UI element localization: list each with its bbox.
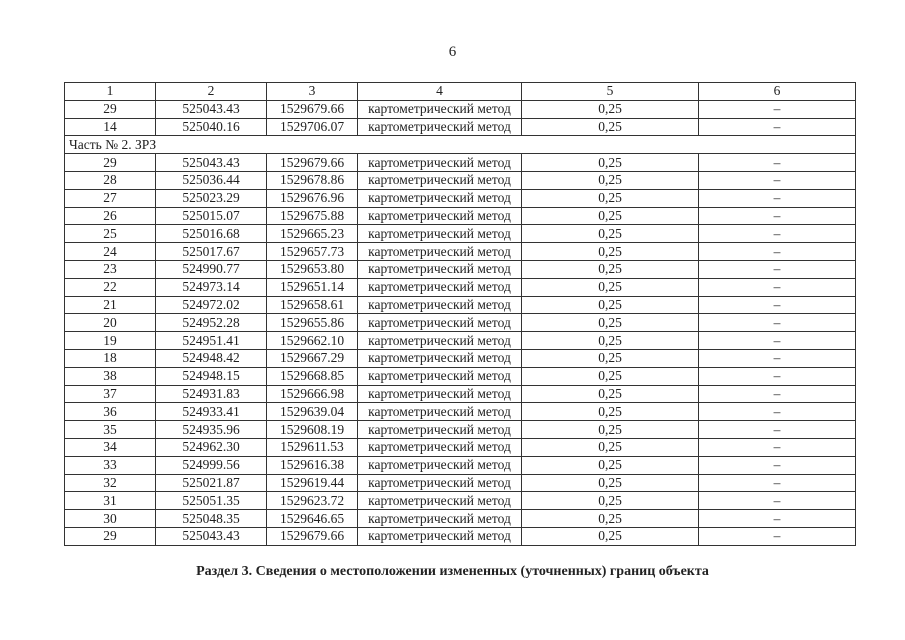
accuracy-cell: 0,25: [522, 118, 699, 136]
description-cell: –: [699, 154, 856, 172]
y-coordinate-cell: 1529678.86: [267, 171, 358, 189]
description-cell: –: [699, 296, 856, 314]
y-coordinate-cell: 1529668.85: [267, 367, 358, 385]
y-coordinate-cell: 1529623.72: [267, 492, 358, 510]
accuracy-cell: 0,25: [522, 225, 699, 243]
description-cell: –: [699, 385, 856, 403]
y-coordinate-cell: 1529667.29: [267, 349, 358, 367]
accuracy-cell: 0,25: [522, 314, 699, 332]
accuracy-cell: 0,25: [522, 456, 699, 474]
accuracy-cell: 0,25: [522, 385, 699, 403]
y-coordinate-cell: 1529657.73: [267, 243, 358, 261]
coordinates-table-body: [65, 83, 856, 546]
y-coordinate-cell: 1529639.04: [267, 403, 358, 421]
point-number-cell: 18: [65, 349, 156, 367]
y-coordinate-cell: 1529676.96: [267, 189, 358, 207]
y-coordinate-cell: 1529675.88: [267, 207, 358, 225]
point-number-cell: 24: [65, 243, 156, 261]
accuracy-cell: 0,25: [522, 492, 699, 510]
method-cell: картометрический метод: [358, 367, 522, 385]
accuracy-cell: 0,25: [522, 421, 699, 439]
point-number-cell: 29: [65, 154, 156, 172]
accuracy-cell: 0,25: [522, 189, 699, 207]
y-coordinate-cell: 1529658.61: [267, 296, 358, 314]
accuracy-cell: 0,25: [522, 527, 699, 545]
method-cell: картометрический метод: [358, 492, 522, 510]
description-cell: –: [699, 349, 856, 367]
table-row: [65, 367, 856, 385]
description-cell: –: [699, 474, 856, 492]
description-cell: –: [699, 171, 856, 189]
accuracy-cell: 0,25: [522, 403, 699, 421]
x-coordinate-cell: 524999.56: [156, 456, 267, 474]
y-coordinate-cell: 1529706.07: [267, 118, 358, 136]
table-row: [65, 296, 856, 314]
accuracy-cell: 0,25: [522, 100, 699, 118]
description-cell: –: [699, 403, 856, 421]
y-coordinate-cell: 1529679.66: [267, 100, 358, 118]
method-cell: картометрический метод: [358, 243, 522, 261]
description-cell: –: [699, 367, 856, 385]
x-coordinate-cell: 2: [156, 83, 267, 101]
point-number-cell: 33: [65, 456, 156, 474]
part-title-row: [65, 136, 856, 154]
x-coordinate-cell: 524990.77: [156, 260, 267, 278]
y-coordinate-cell: 1529608.19: [267, 421, 358, 439]
accuracy-cell: 0,25: [522, 207, 699, 225]
coordinates-table: [64, 82, 856, 546]
accuracy-cell: 0,25: [522, 296, 699, 314]
description-cell: –: [699, 421, 856, 439]
accuracy-cell: 0,25: [522, 332, 699, 350]
point-number-cell: 19: [65, 332, 156, 350]
table-row: [65, 100, 856, 118]
description-cell: –: [699, 225, 856, 243]
table-row: [65, 527, 856, 545]
accuracy-cell: 0,25: [522, 154, 699, 172]
x-coordinate-cell: 524935.96: [156, 421, 267, 439]
x-coordinate-cell: 525043.43: [156, 154, 267, 172]
y-coordinate-cell: 1529679.66: [267, 527, 358, 545]
method-cell: картометрический метод: [358, 189, 522, 207]
point-number-cell: 32: [65, 474, 156, 492]
description-cell: –: [699, 492, 856, 510]
description-cell: –: [699, 527, 856, 545]
point-number-cell: 30: [65, 510, 156, 528]
point-number-cell: 26: [65, 207, 156, 225]
description-cell: –: [699, 314, 856, 332]
method-cell: картометрический метод: [358, 278, 522, 296]
accuracy-cell: 0,25: [522, 171, 699, 189]
method-cell: 4: [358, 83, 522, 101]
y-coordinate-cell: 1529665.23: [267, 225, 358, 243]
description-cell: –: [699, 278, 856, 296]
method-cell: картометрический метод: [358, 100, 522, 118]
y-coordinate-cell: 1529651.14: [267, 278, 358, 296]
x-coordinate-cell: 524973.14: [156, 278, 267, 296]
description-cell: 6: [699, 83, 856, 101]
table-row: [65, 332, 856, 350]
point-number-cell: 1: [65, 83, 156, 101]
method-cell: картометрический метод: [358, 154, 522, 172]
x-coordinate-cell: 524951.41: [156, 332, 267, 350]
method-cell: картометрический метод: [358, 314, 522, 332]
y-coordinate-cell: 1529679.66: [267, 154, 358, 172]
x-coordinate-cell: 525021.87: [156, 474, 267, 492]
y-coordinate-cell: 1529653.80: [267, 260, 358, 278]
x-coordinate-cell: 524933.41: [156, 403, 267, 421]
method-cell: картометрический метод: [358, 260, 522, 278]
method-cell: картометрический метод: [358, 421, 522, 439]
accuracy-cell: 0,25: [522, 243, 699, 261]
description-cell: –: [699, 456, 856, 474]
point-number-cell: 37: [65, 385, 156, 403]
method-cell: картометрический метод: [358, 403, 522, 421]
method-cell: картометрический метод: [358, 171, 522, 189]
method-cell: картометрический метод: [358, 332, 522, 350]
table-row: [65, 421, 856, 439]
point-number-cell: 21: [65, 296, 156, 314]
table-row: [65, 154, 856, 172]
accuracy-cell: 0,25: [522, 510, 699, 528]
table-row: [65, 456, 856, 474]
y-coordinate-cell: 3: [267, 83, 358, 101]
point-number-cell: 28: [65, 171, 156, 189]
description-cell: –: [699, 100, 856, 118]
x-coordinate-cell: 525015.07: [156, 207, 267, 225]
x-coordinate-cell: 524948.42: [156, 349, 267, 367]
method-cell: картометрический метод: [358, 225, 522, 243]
accuracy-cell: 0,25: [522, 438, 699, 456]
method-cell: картометрический метод: [358, 349, 522, 367]
accuracy-cell: 0,25: [522, 367, 699, 385]
y-coordinate-cell: 1529646.65: [267, 510, 358, 528]
point-number-cell: 27: [65, 189, 156, 207]
description-cell: –: [699, 207, 856, 225]
x-coordinate-cell: 525051.35: [156, 492, 267, 510]
method-cell: картометрический метод: [358, 456, 522, 474]
x-coordinate-cell: 524972.02: [156, 296, 267, 314]
point-number-cell: 34: [65, 438, 156, 456]
x-coordinate-cell: 525040.16: [156, 118, 267, 136]
point-number-cell: 29: [65, 527, 156, 545]
accuracy-cell: 0,25: [522, 260, 699, 278]
method-cell: картометрический метод: [358, 510, 522, 528]
y-coordinate-cell: 1529662.10: [267, 332, 358, 350]
table-row: [65, 118, 856, 136]
method-cell: картометрический метод: [358, 296, 522, 314]
description-cell: –: [699, 243, 856, 261]
x-coordinate-cell: 525043.43: [156, 527, 267, 545]
y-coordinate-cell: 1529666.98: [267, 385, 358, 403]
table-row: [65, 260, 856, 278]
point-number-cell: 25: [65, 225, 156, 243]
point-number-cell: 38: [65, 367, 156, 385]
point-number-cell: 20: [65, 314, 156, 332]
table-row: [65, 510, 856, 528]
point-number-cell: 23: [65, 260, 156, 278]
table-row: [65, 278, 856, 296]
method-cell: картометрический метод: [358, 527, 522, 545]
x-coordinate-cell: 525036.44: [156, 171, 267, 189]
y-coordinate-cell: 1529616.38: [267, 456, 358, 474]
y-coordinate-cell: 1529619.44: [267, 474, 358, 492]
x-coordinate-cell: 524962.30: [156, 438, 267, 456]
x-coordinate-cell: 525016.68: [156, 225, 267, 243]
x-coordinate-cell: 525023.29: [156, 189, 267, 207]
x-coordinate-cell: 525048.35: [156, 510, 267, 528]
method-cell: картометрический метод: [358, 118, 522, 136]
point-number-cell: 22: [65, 278, 156, 296]
table-row: [65, 403, 856, 421]
point-number-cell: 14: [65, 118, 156, 136]
table-row: [65, 492, 856, 510]
table-row: [65, 474, 856, 492]
x-coordinate-cell: 524952.28: [156, 314, 267, 332]
accuracy-cell: 0,25: [522, 349, 699, 367]
column-number-row: [65, 83, 856, 101]
point-number-cell: 31: [65, 492, 156, 510]
description-cell: –: [699, 118, 856, 136]
y-coordinate-cell: 1529655.86: [267, 314, 358, 332]
table-row: [65, 189, 856, 207]
x-coordinate-cell: 524931.83: [156, 385, 267, 403]
table-row: [65, 171, 856, 189]
table-row: [65, 207, 856, 225]
table-row: [65, 438, 856, 456]
x-coordinate-cell: 525017.67: [156, 243, 267, 261]
method-cell: картометрический метод: [358, 385, 522, 403]
accuracy-cell: 0,25: [522, 474, 699, 492]
description-cell: –: [699, 332, 856, 350]
description-cell: –: [699, 260, 856, 278]
page-number: 6: [448, 44, 457, 60]
description-cell: –: [699, 189, 856, 207]
table-row: [65, 385, 856, 403]
x-coordinate-cell: 525043.43: [156, 100, 267, 118]
method-cell: картометрический метод: [358, 474, 522, 492]
description-cell: –: [699, 438, 856, 456]
table-row: [65, 225, 856, 243]
description-cell: –: [699, 510, 856, 528]
point-number-cell: 35: [65, 421, 156, 439]
section-title: Раздел 3. Сведения о местоположении измененных (уточненных) границ объекта: [196, 564, 709, 579]
accuracy-cell: 5: [522, 83, 699, 101]
y-coordinate-cell: 1529611.53: [267, 438, 358, 456]
accuracy-cell: 0,25: [522, 278, 699, 296]
table-row: [65, 349, 856, 367]
x-coordinate-cell: 524948.15: [156, 367, 267, 385]
point-number-cell: 29: [65, 100, 156, 118]
table-row: [65, 314, 856, 332]
part-title: Часть № 2. ЗРЗ: [65, 136, 856, 154]
method-cell: картометрический метод: [358, 207, 522, 225]
method-cell: картометрический метод: [358, 438, 522, 456]
point-number-cell: 36: [65, 403, 156, 421]
table-row: [65, 243, 856, 261]
